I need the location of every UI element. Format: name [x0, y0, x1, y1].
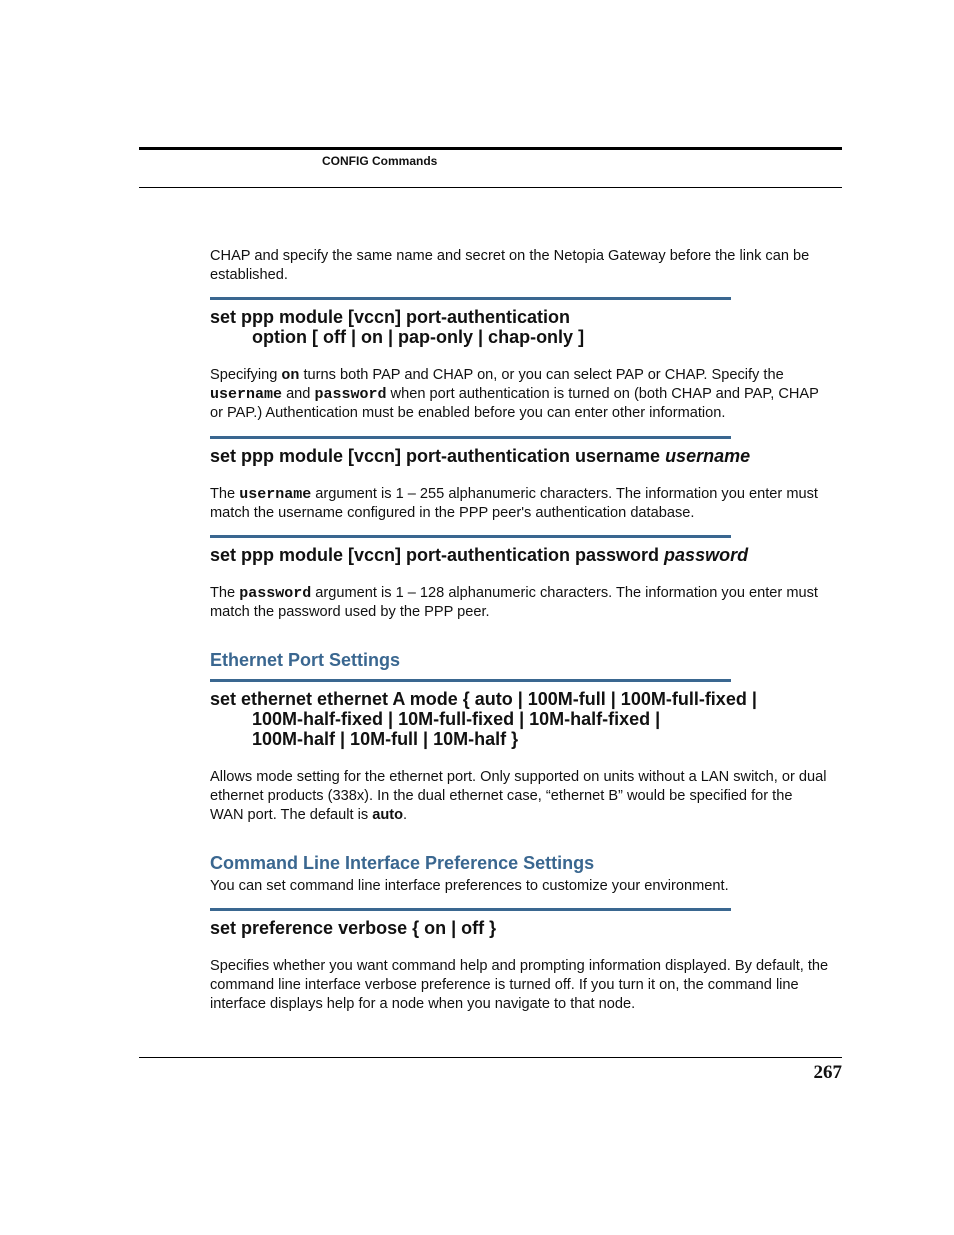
command-heading-port-auth-option — [210, 307, 830, 347]
code-text: password — [314, 386, 387, 403]
command-line-continued: 100M-half | 10M-full | 10M-half } — [252, 729, 519, 749]
text: The — [210, 486, 240, 502]
command-description: Specifies whether you want command help and prompting information displayed. By default, the command line interface verbose preference is turned off. If you turn it on, the command line interface displays help for a node when you navigate to that node. — [210, 958, 829, 1012]
text: Specifying — [210, 367, 282, 383]
command-rule — [210, 679, 731, 682]
intro-paragraph: CHAP and specify the same name and secret on the Netopia Gateway before the link can be established. — [210, 248, 810, 283]
command-heading-ethernet-mode — [210, 689, 830, 749]
text: when port authentication is turned on (both CHAP and PAP, CHAP or PAP.) Authentication must be enabled before you can enter other information. — [210, 386, 819, 421]
command-rule — [210, 535, 731, 538]
command-line-continued: option [ off | on | pap-only | chap-only ] — [252, 327, 585, 347]
command-rule — [210, 436, 731, 439]
command-line: set ppp module [vccn] port-authentication username — [210, 446, 666, 466]
header-rule — [139, 147, 842, 150]
text: The — [210, 585, 240, 601]
text: and — [282, 386, 315, 402]
command-heading-preference-verbose: set preference verbose { on | off } — [210, 918, 497, 938]
command-line: set ethernet ethernet A mode { auto | 100M-full | 100M-full-fixed | — [210, 689, 757, 709]
code-text: on — [281, 367, 300, 384]
command-argument: username — [665, 446, 751, 466]
command-rule — [210, 297, 731, 300]
code-text: username — [210, 386, 283, 403]
text: argument is 1 – 255 alphanumeric characters. The information you enter must match the username configured in the PPP peer's authentication database. — [210, 486, 818, 521]
footer-rule — [139, 1057, 842, 1058]
command-rule — [210, 908, 731, 911]
code-text: username — [239, 486, 312, 503]
section-heading-ethernet: Ethernet Port Settings — [210, 650, 401, 670]
header-divider — [139, 187, 842, 188]
section-heading-cli-preferences: Command Line Interface Preference Settings — [210, 853, 595, 873]
text: Allows mode setting for the ethernet port. Only supported on units without a LAN switch, or dual ethernet products (338x). In the dual ethernet case, “ethernet B” would be specified for the WAN port. The default is — [210, 769, 827, 823]
command-heading-port-auth-username — [210, 446, 830, 466]
running-header: CONFIG Commands — [322, 154, 438, 168]
bold-text: auto — [372, 807, 404, 823]
text: . — [403, 807, 408, 823]
text: turns both PAP and CHAP on, or you can select PAP or CHAP. Specify the — [299, 367, 784, 383]
command-description — [210, 366, 830, 423]
command-description — [210, 584, 830, 622]
page-number: 267 — [813, 1062, 842, 1083]
command-description — [210, 768, 830, 825]
command-line-continued: 100M-half-fixed | 10M-full-fixed | 10M-half-fixed | — [252, 709, 661, 729]
command-description — [210, 485, 830, 523]
section-description: You can set command line interface preferences to customize your environment. — [210, 878, 729, 894]
command-heading-port-auth-password — [210, 545, 830, 565]
text: argument is 1 – 128 alphanumeric characters. The information you enter must match the password used by the PPP peer. — [210, 585, 818, 620]
command-line: set ppp module [vccn] port-authentication — [210, 307, 571, 327]
code-text: password — [239, 585, 312, 602]
command-argument: password — [664, 545, 749, 565]
command-line: set ppp module [vccn] port-authentication password — [210, 545, 665, 565]
